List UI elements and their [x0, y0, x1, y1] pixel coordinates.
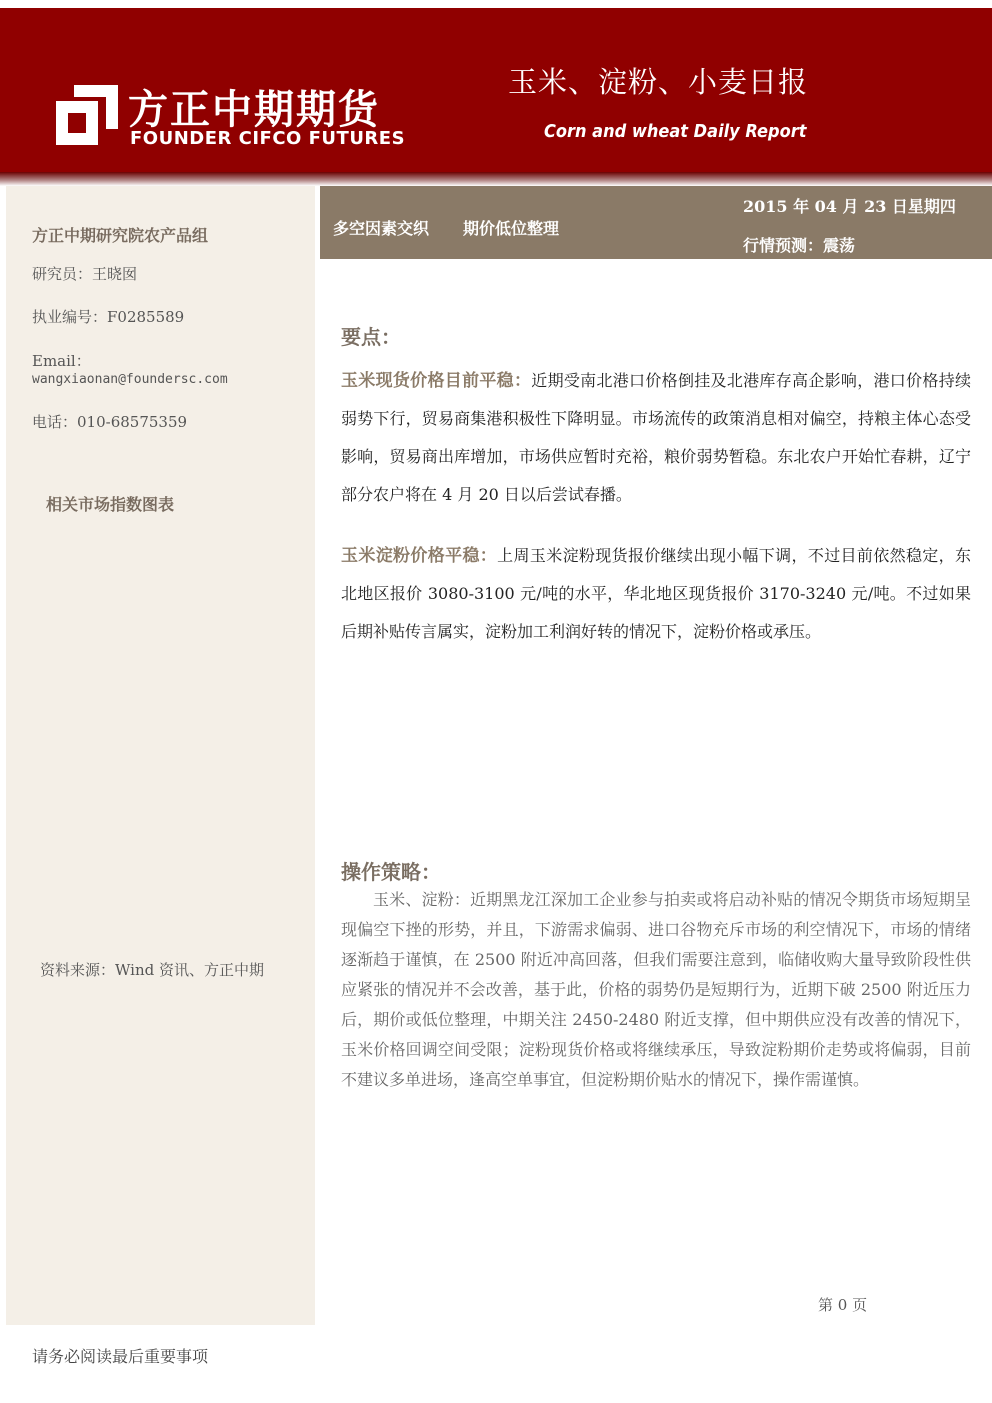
summary-tag-1: 多空因素交织 [333, 219, 430, 238]
logo-text-cn: 方正中期期货 [128, 87, 380, 133]
report-title-en: Corn and wheat Daily Report [544, 121, 807, 142]
license-number: 执业编号：F0285589 [32, 308, 185, 326]
email-address: wangxiaonan@foundersc.com [32, 372, 228, 387]
starch-lead: 玉米淀粉价格平稳： [341, 546, 498, 566]
strategy-heading: 操作策略： [341, 860, 441, 884]
strategy-paragraph: 玉米、淀粉：近期黑龙江深加工企业参与拍卖或将启动补贴的情况令期货市场短期呈现偏空下挫的形势，并且，下游需求偏弱、进口谷物充斥市场的利空情况下，市场的情绪逐渐趋于谨慎，在 2500 附近冲高回落，但我们需要注意到，临储收购大量导致阶段性供应紧张的情况并不会改善，基于此，价格的弱势仍是短期行为，近期下破 2500 附近压力后，期价或低位整理，中期关注 2450-2480 附近支撑，但中期供应没有改善的情况下，玉米价格回调空间受限；淀粉现货价格或将继续承压，导致淀粉期价走势或将偏弱，目前不建议多单进场，逢高空单事宜，但淀粉期价贴水的情况下，操作需谨慎。 [341, 890, 971, 1089]
starch-text: 上周玉米淀粉现货报价继续出现小幅下调，不过目前依然稳定，东北地区报价 3080-3100 元/吨的水平，华北地区现货报价 3170-3240 元/吨。不过如果后期补贴传言属实，淀粉加工利润好转的情况下，淀粉价格或承压。 [341, 546, 971, 641]
corn-spot-lead: 玉米现货价格目前平稳： [341, 371, 532, 391]
research-group: 方正中期研究院农产品组 [32, 226, 209, 245]
starch-paragraph [341, 537, 971, 651]
report-title-cn: 玉米、淀粉、小麦日报 [508, 65, 809, 99]
report-date: 2015 年 04 月 23 日星期四 [743, 197, 956, 216]
data-source: 资料来源：Wind 资讯、方正中期 [40, 961, 264, 979]
founder-logo-icon [56, 85, 118, 145]
phone-number: 电话：010-68575359 [32, 413, 188, 431]
analyst-name: 研究员：王晓囡 [32, 265, 138, 283]
corn-spot-text: 近期受南北港口价格倒挂及北港库存高企影响，港口价格持续弱势下行，贸易商集港积极性下降明显。市场流传的政策消息相对偏空，持粮主体心态受影响，贸易商出库增加，市场供应暂时充裕，粮价弱势暂稳。东北农户开始忙春耕，辽宁部分农户将在 4 月 20 日以后尝试春播。 [341, 371, 971, 504]
charts-heading: 相关市场指数图表 [46, 495, 175, 514]
key-points-heading: 要点： [341, 325, 401, 349]
summary-tag-2: 期价低位整理 [463, 219, 560, 238]
corn-spot-paragraph [341, 362, 971, 514]
disclaimer-note: 请务必阅读最后重要事项 [32, 1347, 209, 1366]
email-label: Email： [32, 352, 91, 370]
page-number: 第 0 页 [818, 1296, 868, 1314]
market-forecast: 行情预测：震荡 [743, 236, 856, 255]
logo-text-en: FOUNDER CIFCO FUTURES [130, 128, 406, 149]
header-shadow [0, 172, 992, 186]
